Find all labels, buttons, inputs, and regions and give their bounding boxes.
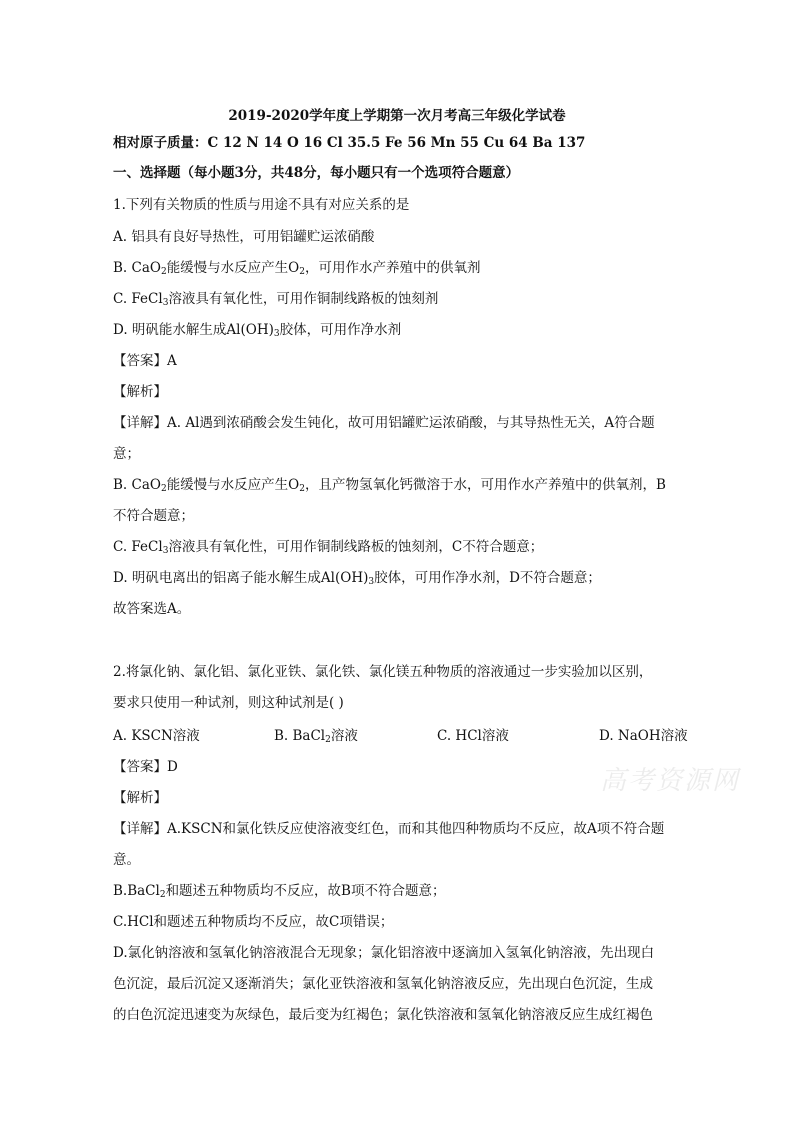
- page-title: 2019-2020学年度上学期第一次月考高三年级化学试卷: [228, 108, 566, 124]
- q1-conclusion: 故答案选A。: [113, 601, 191, 617]
- q1-answer: 【答案】A: [113, 353, 177, 369]
- q1-detail-a: 【详解】A. Al遇到浓硝酸会发生钝化，故可用铝罐贮运浓硝酸，与其导热性无关，A符合题: [113, 415, 655, 431]
- q1-option-c: C. FeCl$_3$溶液具有氧化性，可用作铜制线路板的蚀刻剂: [113, 291, 439, 308]
- q2-option-a: A. KSCN溶液: [113, 728, 200, 744]
- question-2-stem: 2.将氯化钠、氯化铝、氯化亚铁、氯化铁、氯化镁五种物质的溶液通过一步实验加以区别，: [113, 664, 653, 680]
- q2-answer: 【答案】D: [113, 759, 178, 775]
- q2-detail-a-cont: 意。: [113, 852, 140, 868]
- q1-detail-c: C. FeCl$_3$溶液具有氧化性，可用作铜制线路板的蚀刻剂，C不符合题意；: [113, 539, 544, 556]
- q2-option-b: B. BaCl$_2$溶液: [274, 728, 358, 745]
- section-heading: 一、选择题（每小题3分，共48分，每小题只有一个选项符合题意）: [113, 165, 520, 181]
- q1-detail-d: D. 明矾电离出的铝离子能水解生成$Al(OH)_3$胶体，可用作净水剂，D不符合题意；: [113, 570, 601, 587]
- q2-option-d: D. NaOH溶液: [599, 728, 688, 744]
- q2-option-c: C. HCl溶液: [437, 728, 509, 744]
- q1-detail-b-cont: 不符合题意；: [113, 508, 194, 524]
- q2-detail-d-line1: D.氯化钠溶液和氢氧化钠溶液混合无现象；氯化铝溶液中逐滴加入氢氧化钠溶液，先出现白: [113, 945, 655, 961]
- q1-analysis-label: 【解析】: [113, 384, 167, 400]
- q2-detail-c: C.HCl和题述五种物质均不反应，故C项错误；: [113, 914, 394, 930]
- atomic-masses: 相对原子质量：C 12 N 14 O 16 Cl 35.5 Fe 56 Mn 55 Cu 64 Ba 137: [113, 135, 586, 151]
- q2-detail-d-line2: 色沉淀，最后沉淀又逐渐消失；氯化亚铁溶液和氢氧化钠溶液反应，先出现白色沉淀，生成: [113, 976, 653, 992]
- watermark: 高考资源网: [600, 766, 741, 796]
- question-2-stem-cont: 要求只使用一种试剂，则这种试剂是( ): [113, 695, 344, 711]
- q1-detail-b: B. CaO$_2$能缓慢与水反应产生$O_2$，且产物氢氧化钙微溶于水，可用作水产养殖中的供氧剂，B: [113, 477, 666, 494]
- q2-detail-d-line3: 的白色沉淀迅速变为灰绿色，最后变为红褐色；氯化铁溶液和氢氧化钠溶液反应生成红褐色: [113, 1007, 653, 1023]
- question-1-stem: 1.下列有关物质的性质与用途不具有对应关系的是: [113, 197, 410, 213]
- q1-option-b: B. CaO$_2$能缓慢与水反应产生$O_2$，可用作水产养殖中的供氧剂: [113, 260, 481, 277]
- q2-detail-b: B.BaCl$_2$和题述五种物质均不反应，故B项不符合题意；: [113, 883, 446, 900]
- q1-option-d: D. 明矾能水解生成$Al(OH)_3$胶体，可用作净水剂: [113, 322, 402, 339]
- q1-option-a: A. 铝具有良好导热性，可用铝罐贮运浓硝酸: [113, 229, 375, 245]
- q2-detail-a: 【详解】A.KSCN和氯化铁反应使溶液变红色，而和其他四种物质均不反应，故A项不符合题: [113, 821, 665, 837]
- q1-detail-a-cont: 意；: [113, 446, 140, 462]
- q2-analysis-label: 【解析】: [113, 790, 167, 806]
